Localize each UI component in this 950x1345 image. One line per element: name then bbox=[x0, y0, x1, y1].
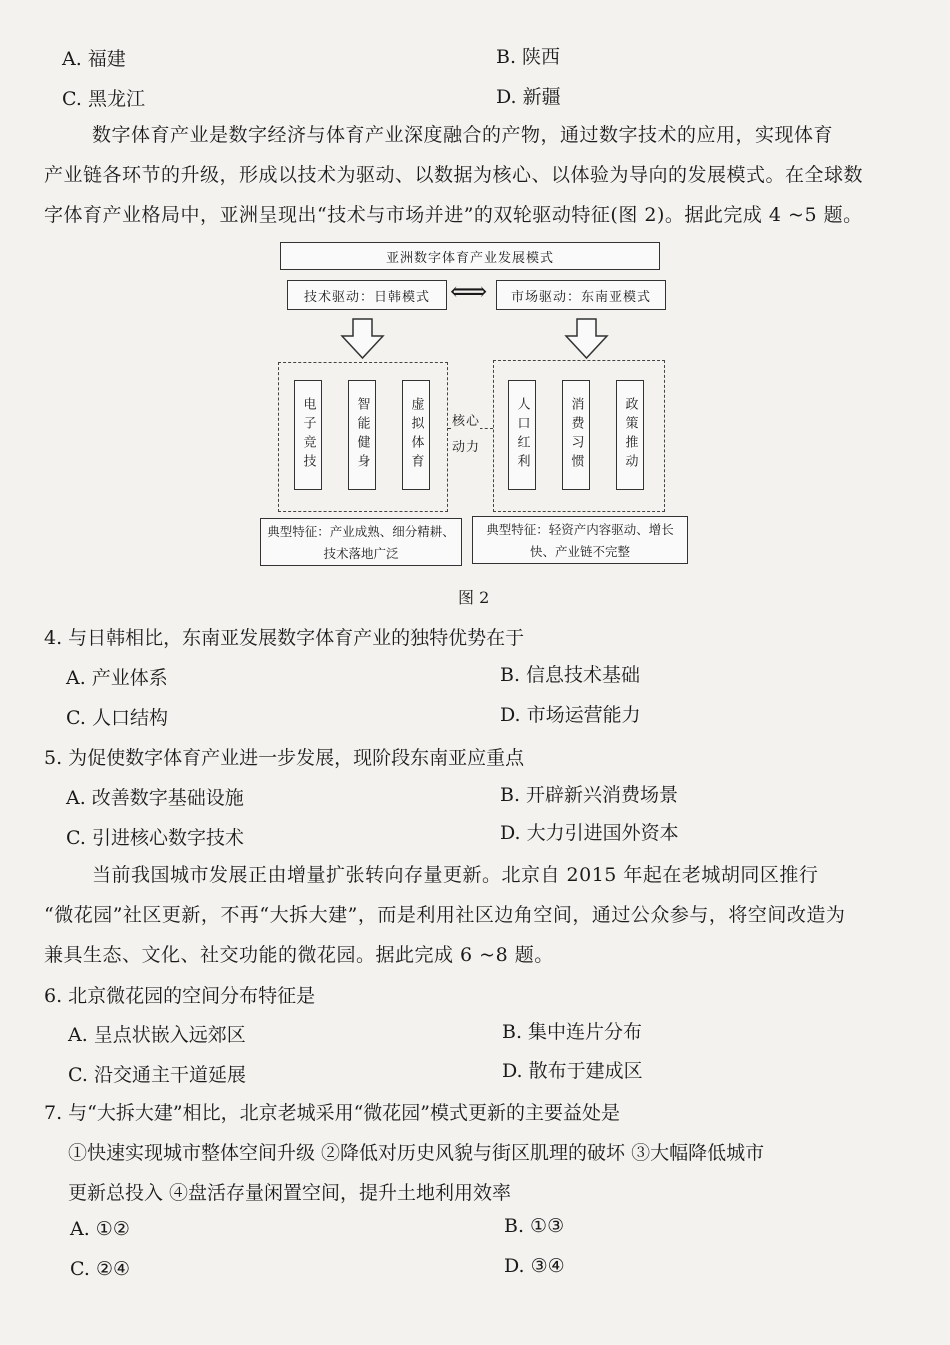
q5-option-c: C. 引进核心数字技术 bbox=[66, 827, 244, 849]
right-driver-box: 市场驱动：东南亚模式 bbox=[496, 280, 666, 310]
q4-option-c: C. 人口结构 bbox=[66, 707, 168, 729]
left-item-esports: 电子竞技 bbox=[294, 380, 322, 490]
right-item-population: 人口红利 bbox=[508, 380, 536, 490]
q5-option-a: A. 改善数字基础设施 bbox=[66, 787, 244, 809]
double-arrow-icon: ⟺ bbox=[450, 277, 488, 307]
q7-option-c: C. ②④ bbox=[70, 1258, 131, 1280]
q6-option-d: D. 散布于建成区 bbox=[502, 1060, 643, 1082]
option-a: A. 福建 bbox=[62, 48, 126, 70]
q7-option-d: D. ③④ bbox=[504, 1255, 565, 1277]
q7-statements-line1: ①快速实现城市整体空间升级 ②降低对历史风貌与街区肌理的破坏 ③大幅降低城市 bbox=[68, 1142, 765, 1164]
q6-option-c: C. 沿交通主干道延展 bbox=[68, 1064, 246, 1086]
left-driver-box: 技术驱动：日韩模式 bbox=[287, 280, 447, 310]
q7-statements-line2: 更新总投入 ④盘活存量闲置空间，提升土地利用效率 bbox=[68, 1182, 512, 1204]
q4-option-b: B. 信息技术基础 bbox=[500, 664, 641, 686]
q7-option-a: A. ①② bbox=[70, 1218, 130, 1240]
down-arrow-icon bbox=[564, 318, 609, 360]
option-d: D. 新疆 bbox=[496, 86, 561, 108]
left-item-fitness: 智能健身 bbox=[348, 380, 376, 490]
intro1-line1: 数字体育产业是数字经济与体育产业深度融合的产物，通过数字技术的应用，实现体育 bbox=[92, 124, 834, 146]
q7-stem: 7. 与“大拆大建”相比，北京老城采用“微花园”模式更新的主要益处是 bbox=[44, 1102, 621, 1124]
intro2-line2: “微花园”社区更新，不再“大拆大建”，而是利用社区边角空间，通过公众参与，将空间改造为 bbox=[44, 904, 846, 926]
q5-option-b: B. 开辟新兴消费场景 bbox=[500, 784, 679, 806]
intro1-line3: 字体育产业格局中，亚洲呈现出“技术与市场并进”的双轮驱动特征(图 2)。据此完成 4 ~5 题。 bbox=[44, 204, 863, 226]
q6-stem: 6. 北京微花园的空间分布特征是 bbox=[44, 985, 316, 1007]
left-feature-box: 典型特征：产业成熟、细分精耕、技术落地广泛 bbox=[260, 518, 462, 566]
down-arrow-icon bbox=[340, 318, 385, 360]
intro1-line2: 产业链各环节的升级，形成以技术为驱动、以数据为核心、以体验为导向的发展模式。在全球数 bbox=[44, 164, 864, 186]
figure-caption: 图 2 bbox=[458, 588, 490, 607]
intro2-line1: 当前我国城市发展正由增量扩张转向存量更新。北京自 2015 年起在老城胡同区推行 bbox=[92, 864, 819, 886]
core-label-2: 动力 bbox=[452, 440, 481, 455]
right-item-policy: 政策推动 bbox=[616, 380, 644, 490]
q6-option-a: A. 呈点状嵌入远郊区 bbox=[68, 1024, 246, 1046]
core-label-1: 核心 bbox=[452, 410, 480, 429]
q4-option-d: D. 市场运营能力 bbox=[500, 704, 641, 726]
intro2-line3: 兼具生态、文化、社交功能的微花园。据此完成 6 ~8 题。 bbox=[44, 944, 554, 966]
q5-stem: 5. 为促使数字体育产业进一步发展，现阶段东南亚应重点 bbox=[44, 747, 525, 769]
option-c: C. 黑龙江 bbox=[62, 88, 145, 110]
q6-option-b: B. 集中连片分布 bbox=[502, 1021, 643, 1043]
q4-stem: 4. 与日韩相比，东南亚发展数字体育产业的独特优势在于 bbox=[44, 627, 525, 649]
q5-option-d: D. 大力引进国外资本 bbox=[500, 822, 679, 844]
right-feature-box: 典型特征：轻资产内容驱动、增长快、产业链不完整 bbox=[472, 516, 688, 564]
right-item-consumption: 消费习惯 bbox=[562, 380, 590, 490]
left-item-virtual: 虚拟体育 bbox=[402, 380, 430, 490]
option-b: B. 陕西 bbox=[496, 46, 561, 68]
figure-title: 亚洲数字体育产业发展模式 bbox=[280, 242, 660, 270]
q7-option-b: B. ①③ bbox=[504, 1215, 565, 1237]
q4-option-a: A. 产业体系 bbox=[66, 667, 168, 689]
